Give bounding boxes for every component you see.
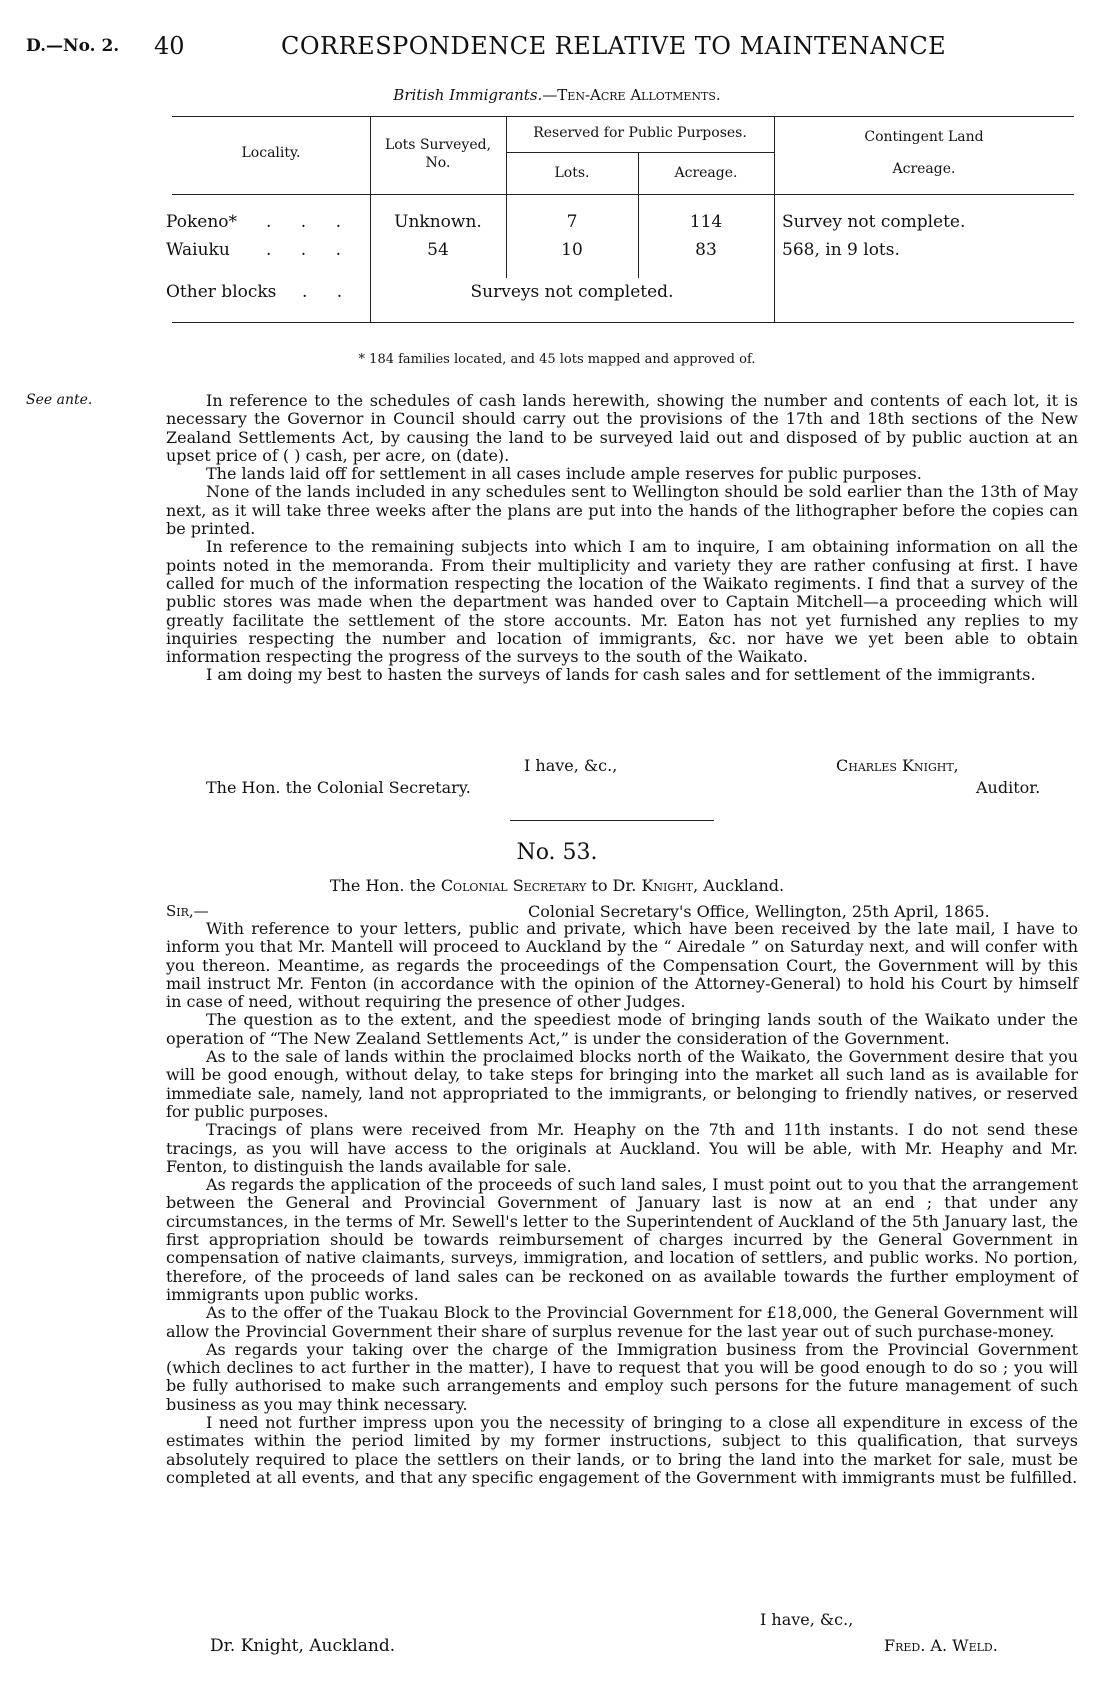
header-lots-surveyed-line1: Lots Surveyed, (384, 137, 492, 153)
row-pokeno-acreage: 114 (689, 212, 723, 232)
row-other-dots: . . (302, 282, 355, 302)
letter1-paragraph: In reference to the schedules of cash lands herewith, showing the number and contents of each lot, it is necessary the Governor in Council should carry out the provisions of the 17th and 18th sections of the New Zealand Settlements Act, by causing the land to be surveyed laid out and disposed of by public auction at an upset price of ( ) cash, per acre, on (date). (166, 391, 1078, 465)
letter2-paragraph: I need not further impress upon you the necessity of bringing to a close all expenditure in excess of the estimates within the period limited by my former instructions, subject to this qualification, that surveys absolutely required to place the settlers on their lands, or to bring the land into the market for sale, must be completed at all events, and that any specific engagement of the Government with immigrants must be fulfilled. (166, 1413, 1078, 1487)
letter2-paragraph: Tracings of plans were received from Mr. Heaphy on the 7th and 11th instants. I do not send these tracings, as you will have access to the originals at Auckland. You will be able, with Mr. Heaphy and Mr. Fenton, to distinguish the lands available for sale. (166, 1120, 1078, 1176)
subtitle-rest: —Ten-Acre Allotments. (542, 86, 721, 104)
document-reference: D.—No. 2. (26, 36, 120, 56)
letter1-paragraph: In reference to the remaining subjects into which I am to inquire, I am obtaining information on all the points noted in the memoranda. From their multiplicity and variety they are rather confusing at first. I have called for much of the information respecting the location of the Waikato regiments. I find that a survey of the public stores was made when the department was handed over to Captain Mitchell—a proceeding which will greatly facilitate the settlement of the store accounts. Mr. Eaton has not yet furnished any replies to my inquiries respecting the number and location of immigrants, &c. nor have we yet been able to obtain information respecting the progress of the surveys to the south of the Waikato. (166, 537, 1078, 667)
row-pokeno-dots: . . . (266, 212, 354, 232)
header-reserved: Reserved for Public Purposes. (533, 125, 747, 141)
letter2-recipient: Dr. Knight, Auckland. (210, 1636, 396, 1656)
letter1-paragraph: None of the lands included in any schedules sent to Wellington should be sold earlier than the 13th of May next, as it will take three weeks after the plans are put into the hands of the lithographer before the copies can be printed. (166, 482, 1078, 539)
address-pre: The Hon. the (329, 876, 436, 895)
letter1-body (166, 392, 1078, 685)
address-from: Colonial Secretary (440, 876, 587, 895)
letter2-paragraph: As to the sale of lands within the proclaimed blocks north of the Waikato, the Government desire that you will be good enough, without delay, to take steps for bringing into the market all such land as is available for immediate sale, namely, land not appropriated to the immigrants, or belonging to friendly natives, or reserved for public purposes. (166, 1047, 1078, 1121)
table-bottom-rule (172, 322, 1074, 323)
letter1-signature-title: Auditor. (976, 778, 1041, 797)
row-other-locality: Other blocks (166, 282, 277, 302)
page-number: 40 (154, 32, 185, 60)
letter2-salutation: Sir,— (166, 902, 209, 920)
letter2-paragraph: The question as to the extent, and the speediest mode of bringing lands south of the Waikato under the operation of “The New Zealand Settlements Act,” is under the consideration of the Government. (166, 1010, 1078, 1048)
header-lots-surveyed (370, 136, 506, 172)
address-post: , Auckland. (693, 876, 785, 895)
row-pokeno-surveyed: Unknown. (394, 212, 482, 232)
row-waiuku-contingent: 568, in 9 lots. (782, 240, 900, 260)
table-subtitle (0, 86, 1114, 104)
margin-note: See ante. (26, 392, 93, 408)
header-lots-surveyed-line2: No. (425, 155, 451, 171)
address-to: Knight (641, 876, 694, 895)
header-contingent-acreage: Acreage. (892, 161, 956, 177)
header-bottom-rule (172, 194, 1074, 195)
table-footnote: * 184 families located, and 45 lots mapped and approved of. (358, 352, 756, 367)
letter1-recipient: The Hon. the Colonial Secretary. (206, 778, 471, 797)
header-locality: Locality. (241, 145, 301, 161)
row-waiuku-acreage: 83 (695, 240, 717, 260)
letter2-paragraph: With reference to your letters, public and private, which have been received by the late mail, I have to inform you that Mr. Mantell will proceed to Auckland by the “ Airedale ” on Saturday next, and will confer with you thereon. Meantime, as regards the proceedings of the Compensation Court, the Government will by this mail instruct Mr. Fenton (in accordance with the opinion of the Attorney-General) to hold his Court by himself in case of need, without requiring the presence of other Judges. (166, 919, 1078, 1012)
letter1-paragraph: I am doing my best to hasten the surveys of lands for cash sales and for settlement of the immigrants. (206, 665, 1036, 685)
letter2-office-date: Colonial Secretary's Office, Wellington, 25th April, 1865. (528, 902, 990, 921)
header-lots: Lots. (554, 165, 590, 181)
running-header (26, 32, 1088, 72)
letter1-closing: I have, &c., (524, 756, 618, 775)
col-divider-4 (774, 116, 775, 322)
row-other-merged: Surveys not completed. (470, 282, 674, 302)
row-pokeno-contingent: Survey not complete. (782, 212, 966, 232)
header-contingent: Contingent Land (864, 129, 984, 145)
allotments-table (166, 116, 1074, 344)
row-waiuku-lots: 10 (561, 240, 583, 260)
letter2-number: No. 53. (516, 840, 598, 865)
row-waiuku-locality: Waiuku (166, 240, 230, 260)
letter2-closing: I have, &c., (760, 1610, 854, 1629)
table-top-rule (172, 116, 1074, 117)
row-waiuku-surveyed: 54 (427, 240, 449, 260)
row-pokeno-locality: Pokeno* (166, 212, 238, 232)
row-waiuku-dots: . . . (266, 240, 354, 260)
letter2-paragraph: As regards your taking over the charge of the Immigration business from the Provincial Government (which declines to act further in the matter), I have to request that you will be good enough to do so ; you will be fully authorised to make such arrangements and employ such persons for the future management of such business as you may think necessary. (166, 1339, 1078, 1414)
header-acreage: Acreage. (674, 165, 738, 181)
page-title: CORRESPONDENCE RELATIVE TO MAINTENANCE (281, 32, 947, 60)
subtitle-italic: British Immigrants. (393, 86, 543, 104)
address-mid: to Dr. (591, 876, 637, 895)
letter2-paragraph: As to the offer of the Tuakau Block to the Provincial Government for £18,000, the General Government will allow the Provincial Government their share of surplus revenue for the last year out of such purchase-money. (166, 1303, 1078, 1341)
row-pokeno-lots: 7 (566, 212, 578, 232)
reserved-header-rule (506, 152, 774, 153)
letter2-signature: Fred. A. Weld. (884, 1636, 998, 1655)
letter2-paragraph: As regards the application of the proceeds of such land sales, I must point out to you that the arrangement between the General and Provincial Government of January last is now at an end ; that under any circumstances, in the terms of Mr. Sewell's letter to the Superintendent of Auckland of the 5th January last, the first appropriation should be towards reimbursement of charges incurred by the General Government in compensation of native claimants, surveys, immigration, and location of settlers, and public works. No portion, therefore, of the proceeds of land sales can be reckoned on as available towards the further employment of immigrants upon public works. (166, 1175, 1078, 1304)
section-divider (510, 820, 714, 821)
letter1-signature: Charles Knight, (836, 756, 959, 775)
letter2-address (0, 876, 1114, 895)
letter1-paragraph: The lands laid off for settlement in all cases include ample reserves for public purposes. (206, 464, 922, 484)
letter2-body (166, 920, 1078, 1487)
